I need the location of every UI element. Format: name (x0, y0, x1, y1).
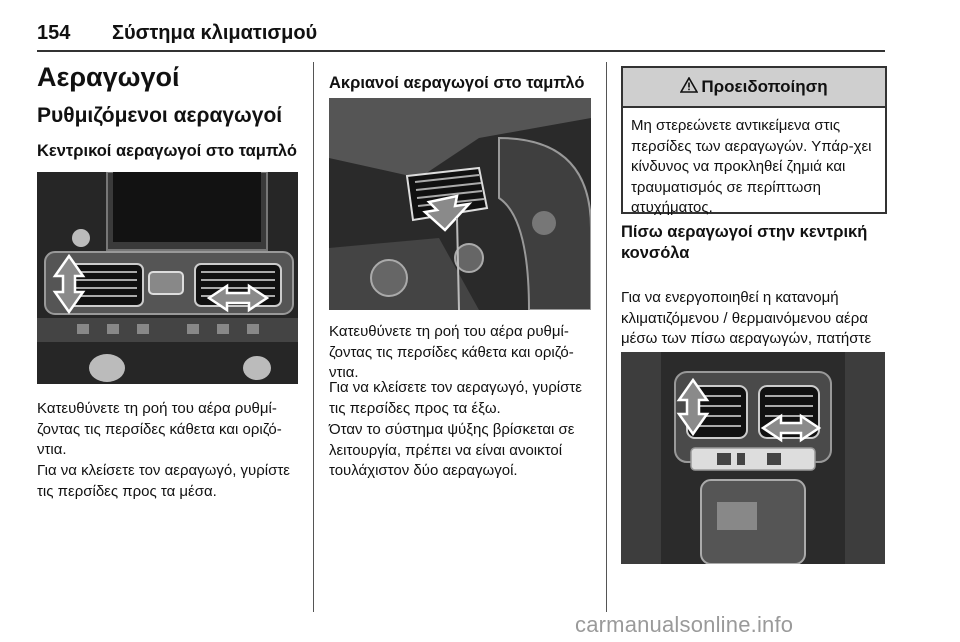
col1-paragraph: Κατευθύνετε τη ροή του αέρα ρυθμί-ζοντας τις περσίδες κάθετα και οριζό-ντια. (37, 400, 282, 458)
column-divider (313, 62, 314, 612)
page-number: 154 (37, 22, 71, 44)
col3-heading: Πίσω αεραγωγοί στην κεντρική κονσόλα (621, 223, 868, 262)
col2-paragraph: Για να κλείσετε τον αεραγωγό, γυρίστε τις περσίδες προς τα έξω. (329, 379, 582, 417)
column-divider (606, 62, 607, 612)
warning-header (623, 68, 885, 108)
rear-vents-illustration (621, 352, 885, 564)
watermark-text: carmanualsonline.info (575, 612, 794, 637)
col2-paragraph: Κατευθύνετε τη ροή του αέρα ρυθμί-ζοντας τις περσίδες κάθετα και οριζό-ντια. (329, 323, 574, 381)
subsection-title: Ρυθμιζόμενοι αεραγωγοί (37, 104, 283, 127)
col1-paragraph: Για να κλείσετε τον αεραγωγό, γυρίστε τις περσίδες προς τα μέσα. (37, 462, 290, 500)
warning-box (621, 66, 887, 214)
side-vents-illustration (329, 98, 591, 310)
center-vents-figure (37, 172, 298, 384)
header-rule (37, 50, 885, 52)
warning-triangle-icon (680, 77, 698, 98)
chapter-title: Σύστημα κλιματισμού (112, 22, 318, 44)
col1-heading: Κεντρικοί αεραγωγοί στο ταμπλό (37, 142, 297, 160)
col2-paragraph: Όταν το σύστημα ψύξης βρίσκεται σε λειτουργία, πρέπει να είναι ανοικτοί τουλάχιστον δύο αεραγωγοί. (329, 421, 575, 479)
rear-vents-figure (621, 352, 885, 564)
side-vents-figure (329, 98, 591, 310)
center-vents-illustration (37, 172, 298, 384)
col2-heading: Ακριανοί αεραγωγοί στο ταμπλό (329, 74, 585, 92)
section-title: Αεραγωγοί (37, 62, 180, 92)
col3-paragraph-text: Για να ενεργοποιηθεί η κατανομή κλιματιζόμενου / θερμαινόμενου αέρα μέσω των πίσω αεραγωγών, πατήστε (621, 289, 872, 347)
warning-text: Μη στερεώνετε αντικείμενα στις περσίδες των αεραγωγών. Υπάρ-χει κίνδυνος να προκληθεί ζημιά και τραυματισμός σε περίπτωση ατυχήματος. (631, 117, 872, 216)
warning-title: Προειδοποίηση (701, 77, 828, 96)
